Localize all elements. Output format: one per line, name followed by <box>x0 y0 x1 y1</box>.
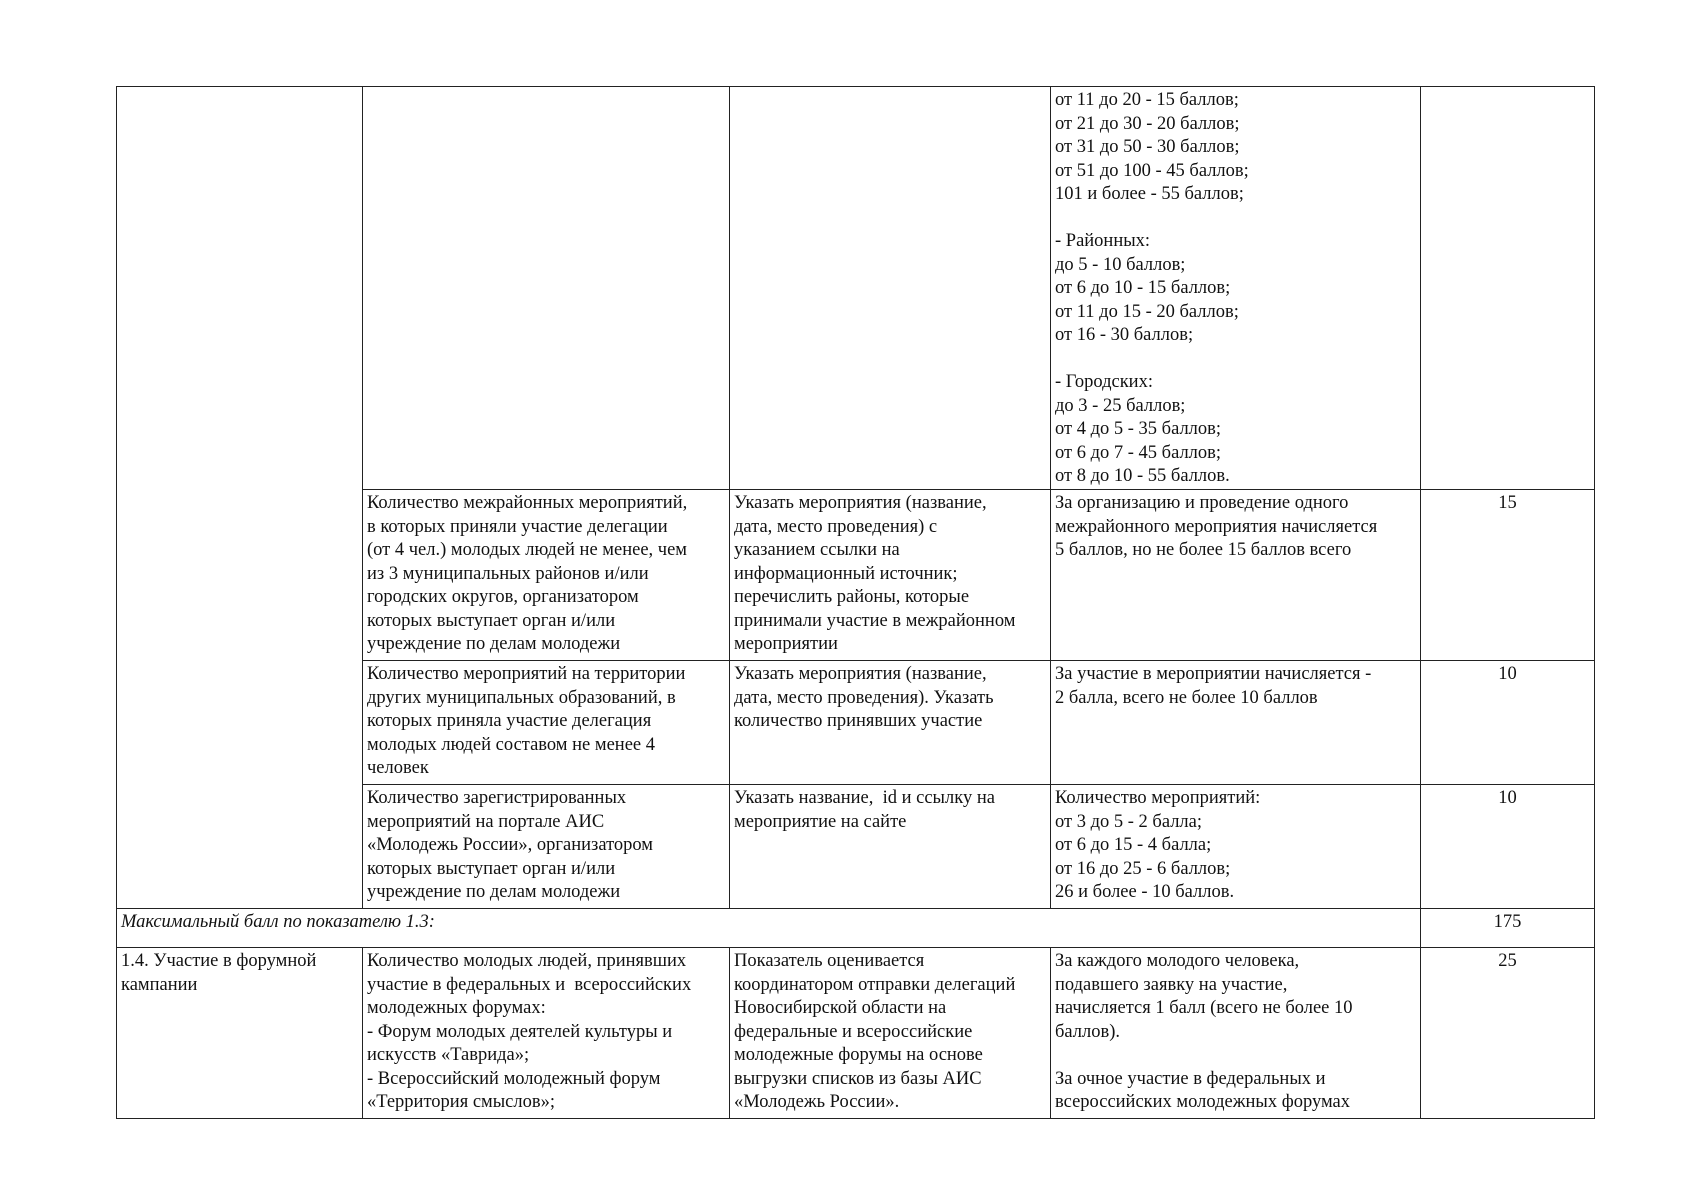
evidence-line: «Молодежь России». <box>734 1092 900 1112</box>
max-score-cell: 10 <box>1421 661 1595 785</box>
evidence-line: выгрузки списков из базы АИС <box>734 1068 982 1089</box>
scoring-line: За очное участие в федеральных и <box>1055 1068 1326 1089</box>
criterion-line: которых приняла участие делегация <box>367 711 652 731</box>
scoring-line: от 8 до 10 - 55 баллов. <box>1055 466 1230 486</box>
scoring-line: За каждого молодого человека, <box>1055 951 1300 971</box>
criterion-cell-empty <box>363 87 730 490</box>
criterion-cell <box>363 785 730 909</box>
scoring-line: подавшего заявку на участие, <box>1055 974 1288 995</box>
indicator-cell-empty <box>117 87 363 909</box>
evidence-line: Показатель оценивается <box>734 951 925 971</box>
criterion-line: Количество межрайонных мероприятий, <box>367 493 688 513</box>
scoring-line: За участие в мероприятии начисляется - <box>1055 664 1372 684</box>
scoring-line: 2 балла, всего не более 10 баллов <box>1055 687 1318 708</box>
scoring-line: 5 баллов, но не более 15 баллов всего <box>1055 540 1352 560</box>
scoring-line: от 31 до 50 - 30 баллов; <box>1055 137 1240 157</box>
scoring-line: За организацию и проведение одного <box>1055 493 1349 513</box>
evidence-line: информационный источник; <box>734 563 958 584</box>
scoring-line: - Городских: <box>1055 372 1153 392</box>
criterion-line: из 3 муниципальных районов и/или <box>367 563 649 584</box>
criterion-line: которых выступает орган и/или <box>367 610 616 631</box>
indicator-line: кампании <box>121 974 198 995</box>
criterion-line: - Форум молодых деятелей культуры и <box>367 1021 673 1042</box>
scoring-line: от 11 до 20 - 15 баллов; <box>1055 90 1239 110</box>
criterion-line: учреждение по делам молодежи <box>367 634 621 654</box>
scoring-line: межрайонного мероприятия начисляется <box>1055 516 1378 537</box>
criterion-line: которых выступает орган и/или <box>367 858 616 879</box>
criterion-line: учреждение по делам молодежи <box>367 882 621 902</box>
scoring-line: от 16 до 25 - 6 баллов; <box>1055 858 1231 879</box>
table-row <box>117 948 1595 1119</box>
criterion-line: человек <box>367 758 429 778</box>
evidence-line: Новосибирской области на <box>734 998 947 1018</box>
scoring-line: от 51 до 100 - 45 баллов; <box>1055 160 1249 181</box>
scoring-line: до 3 - 25 баллов; <box>1055 395 1186 416</box>
scoring-line: начисляется 1 балл (всего не более 10 <box>1055 998 1353 1018</box>
scoring-cell <box>1051 785 1421 909</box>
criterion-line: в которых приняли участие делегации <box>367 516 668 537</box>
scoring-cell <box>1051 661 1421 785</box>
summary-row <box>117 909 1595 948</box>
criterion-line: мероприятий на портале АИС <box>367 811 605 832</box>
summary-label: Максимальный балл по показателю 1.3: <box>117 909 1421 948</box>
evidence-line: принимали участие в межрайонном <box>734 610 1016 631</box>
criterion-cell <box>363 661 730 785</box>
evidence-line: дата, место проведения). Указать <box>734 687 994 708</box>
evidence-line: количество принявших участие <box>734 711 983 731</box>
criterion-line: Количество мероприятий на территории <box>367 664 686 684</box>
criterion-line: молодых людей составом не менее 4 <box>367 734 655 755</box>
evidence-line: федеральные и всероссийские <box>734 1021 973 1042</box>
evidence-cell <box>730 490 1051 661</box>
table-row <box>117 87 1595 490</box>
criterion-line: искусств «Таврида»; <box>367 1045 530 1065</box>
criteria-table <box>116 86 1595 1119</box>
evidence-line: молодежные форумы на основе <box>734 1045 983 1065</box>
scoring-cell <box>1051 948 1421 1119</box>
scoring-cell <box>1051 87 1421 490</box>
scoring-line: от 6 до 7 - 45 баллов; <box>1055 442 1222 463</box>
scoring-line: от 6 до 10 - 15 баллов; <box>1055 278 1231 298</box>
evidence-cell <box>730 661 1051 785</box>
criterion-line: - Всероссийский молодежный форум <box>367 1068 661 1089</box>
scoring-line: от 16 - 30 баллов; <box>1055 325 1194 345</box>
max-score-cell: 10 <box>1421 785 1595 909</box>
scoring-cell <box>1051 490 1421 661</box>
criterion-line: «Молодежь России», организатором <box>367 835 654 855</box>
criterion-line: (от 4 чел.) молодых людей не менее, чем <box>367 540 688 560</box>
criterion-line: молодежных форумах: <box>367 998 546 1018</box>
max-score-cell: 25 <box>1421 948 1595 1119</box>
criterion-line: Количество зарегистрированных <box>367 788 627 808</box>
scoring-line: - Районных: <box>1055 231 1151 251</box>
summary-value: 175 <box>1421 909 1595 948</box>
indicator-line: 1.4. Участие в форумной <box>121 951 317 971</box>
scoring-line: до 5 - 10 баллов; <box>1055 254 1186 275</box>
evidence-line: мероприятии <box>734 634 838 654</box>
criterion-line: других муниципальных образований, в <box>367 687 676 708</box>
criterion-line: участие в федеральных и всероссийских <box>367 974 692 995</box>
evidence-cell-empty <box>730 87 1051 490</box>
evidence-line: мероприятие на сайте <box>734 811 907 832</box>
scoring-line: 26 и более - 10 баллов. <box>1055 882 1235 902</box>
scoring-line: от 21 до 30 - 20 баллов; <box>1055 113 1240 134</box>
scoring-line: Количество мероприятий: <box>1055 788 1261 808</box>
scoring-line: баллов). <box>1055 1021 1121 1042</box>
evidence-cell <box>730 948 1051 1119</box>
max-score-cell-empty <box>1421 87 1595 490</box>
scoring-line: всероссийских молодежных форумах <box>1055 1092 1350 1112</box>
criterion-cell <box>363 490 730 661</box>
scoring-line: от 3 до 5 - 2 балла; <box>1055 811 1203 832</box>
evidence-line: Указать мероприятия (название, <box>734 493 987 513</box>
scoring-line: от 6 до 15 - 4 балла; <box>1055 835 1212 855</box>
criterion-line: Количество молодых людей, принявших <box>367 951 687 971</box>
evidence-cell <box>730 785 1051 909</box>
scoring-line: 101 и более - 55 баллов; <box>1055 184 1244 204</box>
max-score-cell: 15 <box>1421 490 1595 661</box>
evidence-line: Указать название, id и ссылку на <box>734 788 995 808</box>
criterion-line: городских округов, организатором <box>367 587 639 607</box>
evidence-line: дата, место проведения) с <box>734 516 938 537</box>
criterion-line: «Территория смыслов»; <box>367 1092 555 1112</box>
evidence-line: Указать мероприятия (название, <box>734 664 987 684</box>
evidence-line: указанием ссылки на <box>734 540 900 560</box>
evidence-line: перечислить районы, которые <box>734 587 970 607</box>
scoring-line: от 4 до 5 - 35 баллов; <box>1055 419 1222 439</box>
criterion-cell <box>363 948 730 1119</box>
scoring-line: от 11 до 15 - 20 баллов; <box>1055 301 1239 322</box>
indicator-cell <box>117 948 363 1119</box>
evidence-line: координатором отправки делегаций <box>734 974 1016 995</box>
